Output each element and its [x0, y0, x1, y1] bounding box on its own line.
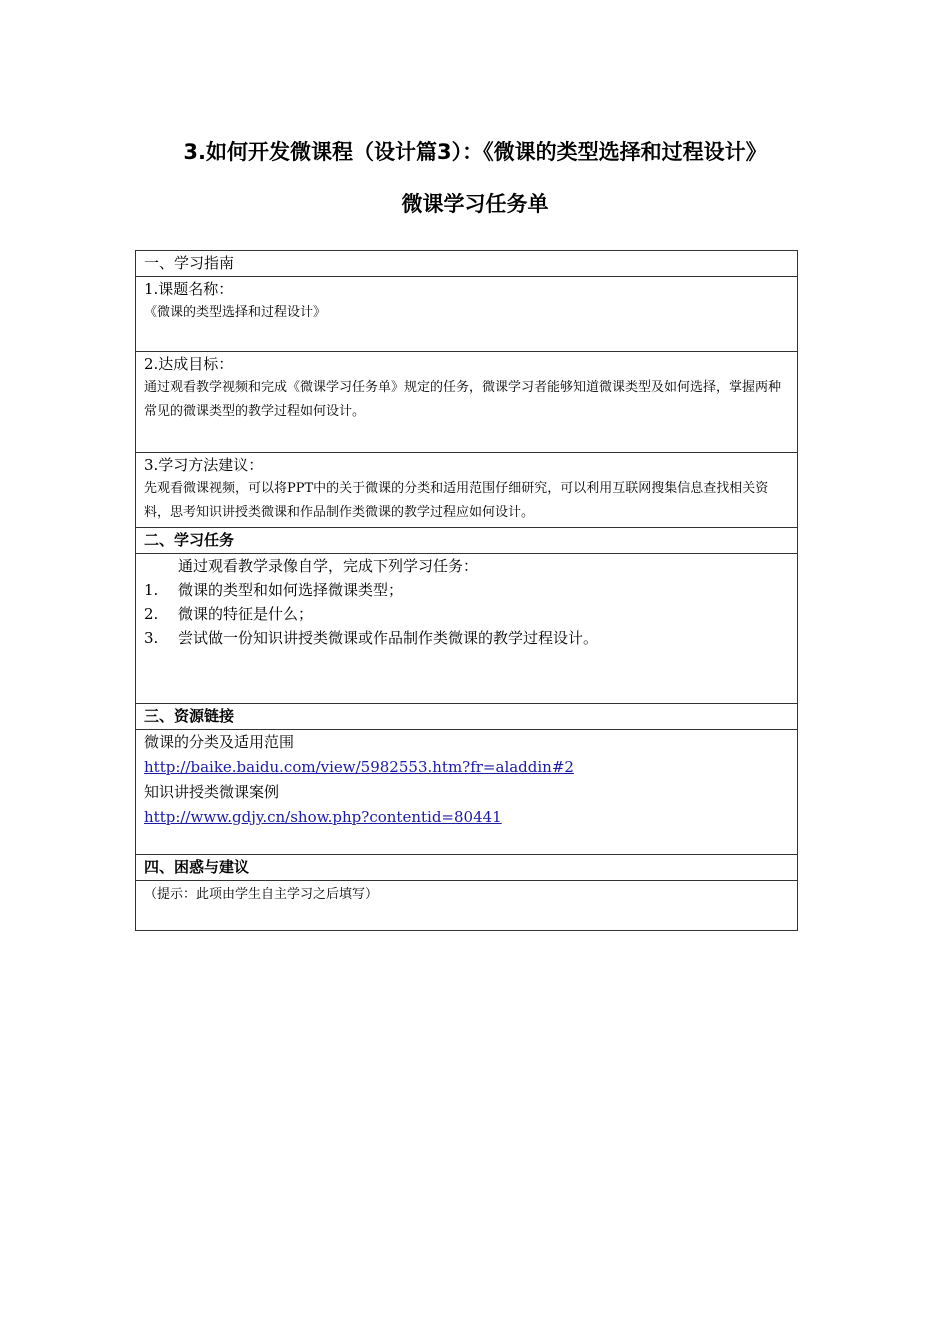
resource-link[interactable]: http://baike.baidu.com/view/5982553.htm?fr=aladdin#2: [144, 758, 574, 776]
task-item: [144, 602, 789, 626]
task-number: 1.: [144, 581, 159, 599]
goal-text-part: 类型及如何选择，掌握两种常见的微课类型的教学过程如何设计: [144, 380, 782, 419]
tasks-intro: 通过观看教学录像自学，完成下列学习任务：: [178, 557, 479, 575]
feedback-hint: （提示：此项由学生自主学习之后填写）: [144, 887, 379, 902]
method-text-part: 仔细研究，可以利用互联网搜集信息查找相关资料: [144, 481, 769, 520]
goal-text: [144, 376, 789, 424]
task-text: 微课的特征是什么；: [178, 605, 314, 623]
task-text: 尝试做一份知识讲授类微课或作品制作类微课的教学过程设计。: [178, 629, 599, 647]
resources-row: [136, 730, 798, 855]
goal-row: [136, 352, 798, 453]
method-label: 3.学习方法建议：: [144, 456, 264, 474]
resource-label: 微课的分类及适用范围: [144, 733, 295, 751]
tasks-header-row: [136, 528, 798, 554]
resources-header-row: [136, 704, 798, 730]
method-text-part: ，思考知识讲授类微课和作品制作类微课的教学过程应如何设计: [157, 505, 522, 520]
document-title: 3.如何开发微课程（设计篇3）：《微课的类型选择和过程设计》: [183, 140, 767, 164]
topic-value: 《微课的类型选择和过程设计》: [144, 305, 327, 320]
task-number: 3.: [144, 629, 159, 647]
task-item: [144, 578, 789, 602]
resource-label: 知识讲授类微课案例: [144, 783, 280, 801]
goal-text-part: 知道: [573, 380, 600, 395]
tasks-header: 二、学习任务: [144, 531, 235, 549]
method-row: [136, 453, 798, 528]
method-text: [144, 477, 789, 525]
guide-header: 一、学习指南: [144, 254, 235, 272]
feedback-row: [136, 881, 798, 931]
task-item: [144, 626, 789, 650]
resources-header: 三、资源链接: [144, 707, 235, 725]
feedback-header: 四、困惑与建议: [144, 858, 250, 876]
goal-label: 2.达成目标：: [144, 355, 234, 373]
guide-header-row: [136, 251, 798, 277]
goal-text-part: 。: [352, 404, 366, 419]
method-text-part: 。: [521, 505, 535, 520]
task-text: 微课的类型和如何选择微课类型；: [178, 581, 404, 599]
document-subtitle: 微课学习任务单: [401, 192, 549, 216]
task-sheet-table: [135, 250, 798, 931]
method-text-part: PPT中的关于微课的分类和适用范围: [287, 481, 496, 496]
goal-text-part: 微课: [599, 380, 626, 395]
task-number: 2.: [144, 605, 159, 623]
topic-row: [136, 277, 798, 352]
goal-text-part: 通过观看教学视频和完成《微课学习任务单》规定的任务，微课学习者能够: [144, 380, 574, 395]
method-text-part: 先观看微课视频，可以将: [144, 481, 288, 496]
feedback-header-row: [136, 855, 798, 881]
tasks-row: [136, 554, 798, 704]
resource-link[interactable]: http://www.gdjy.cn/show.php?contentid=80441: [144, 808, 502, 826]
topic-label: 1.课题名称：: [144, 280, 234, 298]
